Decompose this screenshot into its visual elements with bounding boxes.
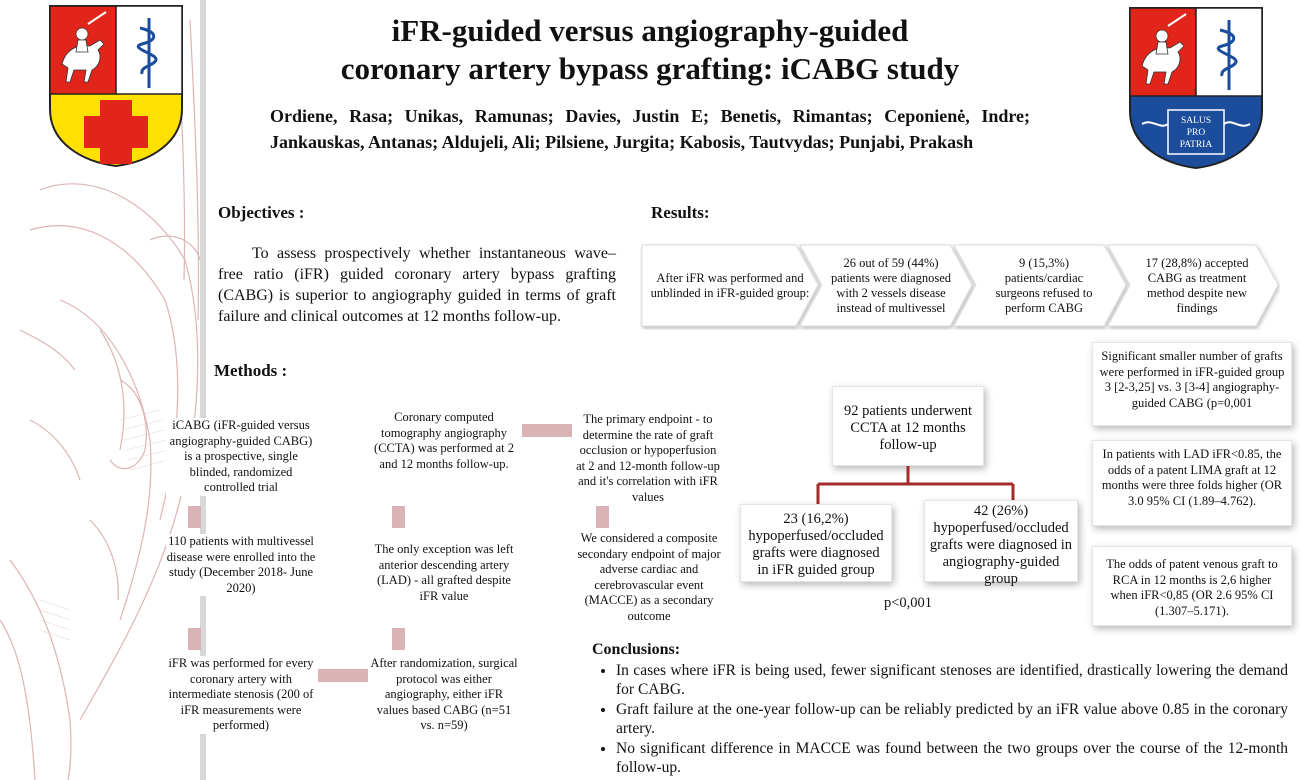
tree-right-box: 42 (26%) hypoperfused/occluded grafts were diagnosed in angiography-guided group — [924, 500, 1078, 582]
methods-connector — [522, 424, 572, 437]
svg-text:PRO: PRO — [1186, 128, 1206, 138]
authors-line-1: Ordiene, Rasa; Unikas, Ramunas; Davies, Justin E; Benetis, Rimantas; Ceponienė, Indre; — [270, 106, 1030, 126]
conclusions-heading: Conclusions: — [592, 641, 681, 658]
conclusions-list — [592, 661, 1288, 777]
authors-line-2: Jankauskas, Antanas; Aldujeli, Ali; Pilsiene, Jurgita; Kabosis, Tautvydas; Punjabi, Prakash — [270, 132, 974, 152]
svg-text:PATRIA: PATRIA — [1179, 140, 1213, 150]
methods-connector — [188, 506, 201, 528]
methods-heading: Methods : — [214, 361, 288, 380]
svg-text:SALUS: SALUS — [1180, 116, 1212, 126]
methods-connector — [188, 628, 201, 650]
poster-title — [230, 12, 1070, 88]
methods-connector — [318, 669, 368, 682]
result-box-grafts: Significant smaller number of grafts were performed in iFR-guided group 3 [2-3,25] vs. 3 [3-4] angiography-guided CABG (p=0,001 — [1092, 342, 1292, 426]
title-line-2: coronary artery bypass grafting: iCABG study — [340, 51, 960, 86]
authors — [270, 103, 1030, 155]
chevron-text-4: 17 (28,8%) accepted CABG as treatment method despite new findings — [1145, 256, 1249, 315]
methods-box-design: iCABG (iFR-guided versus angiography-guided CABG) is a prospective, single blinded, randomized controlled trial — [166, 418, 316, 496]
methods-connector — [596, 506, 609, 528]
result-box-rca: The odds of patent venous graft to RCA in 12 months is 2,6 higher when iFR<0,85 (OR 2.6 95% CI (1.307–5.171). — [1092, 546, 1292, 626]
conclusions-section — [592, 640, 1288, 778]
methods-box-secondary-endpoint: We considered a composite secondary endpoint of major adverse cardiac and cerebrovascular event (MACCE) as a secondary outcome — [572, 531, 726, 624]
methods-box-lad: The only exception was left anterior descending artery (LAD) - all grafted despite iFR value — [372, 542, 516, 604]
methods-connector — [392, 506, 405, 528]
tree-left-box: 23 (16,2%) hypoperfused/occluded grafts were diagnosed in iFR guided group — [740, 504, 892, 582]
methods-box-enrollment: 110 patients with multivessel disease were enrolled into the study (December 2018- June 2020) — [166, 534, 316, 595]
tree-top-box: 92 patients underwent CCTA at 12 months follow-up — [832, 386, 984, 466]
conclusion-item: • No significant difference in MACCE was found between the two groups over the course of the 12-month follow-up. — [616, 739, 1288, 777]
conclusion-item: • Graft failure at the one-year follow-up can be reliably predicted by an iFR value above 0.85 in the coronary artery. — [616, 700, 1288, 738]
conclusion-item: • In cases where iFR is being used, fewer significant stenoses are identified, drastically lowering the demand for CABG. — [616, 661, 1288, 699]
title-line-1: iFR-guided versus angiography-guided — [391, 13, 909, 48]
chevron-text-3: 9 (15,3%) patients/cardiac surgeons refused to perform CABG — [995, 256, 1093, 315]
chevron-text-2: 26 out of 59 (44%) patients were diagnosed with 2 vessels disease instead of multivessel — [830, 256, 952, 315]
methods-box-primary-endpoint: The primary endpoint - to determine the rate of graft occlusion or hypoperfusion at 2 and 12-month follow-up and it's correlation with iFR values — [574, 412, 722, 505]
p-value: p<0,001 — [884, 595, 933, 611]
result-box-lima: In patients with LAD iFR<0.85, the odds of a patent LIMA graft at 12 months were three folds higher (OR 3.0 95% CI (1.89–4.762). — [1092, 440, 1292, 526]
chevron-text-1: After iFR was performed and unblinded in iFR-guided group: — [650, 271, 810, 300]
objectives-heading: Objectives : — [218, 203, 305, 222]
methods-box-randomization: After randomization, surgical protocol was either angiography, either iFR values based CABG (n=51 vs. n=59) — [370, 656, 518, 732]
objectives-text: To assess prospectively whether instantaneous wave–free ratio (iFR) guided coronary artery bypass grafting (CABG) is superior to angiography guided in terms of graft failure and clinical outcomes at 12 months follow-up. — [218, 245, 616, 325]
right-crest-logo — [1128, 6, 1264, 170]
methods-box-ifr: iFR was performed for every coronary artery with intermediate stenosis (200 of iFR measurements were performed) — [164, 656, 318, 734]
methods-box-ccta: Coronary computed tomography angiography (CCTA) was performed at 2 and 12 months follow-up. — [374, 410, 514, 471]
methods-connector — [392, 628, 405, 650]
left-crest-logo — [48, 4, 184, 168]
results-heading: Results: — [651, 203, 710, 222]
